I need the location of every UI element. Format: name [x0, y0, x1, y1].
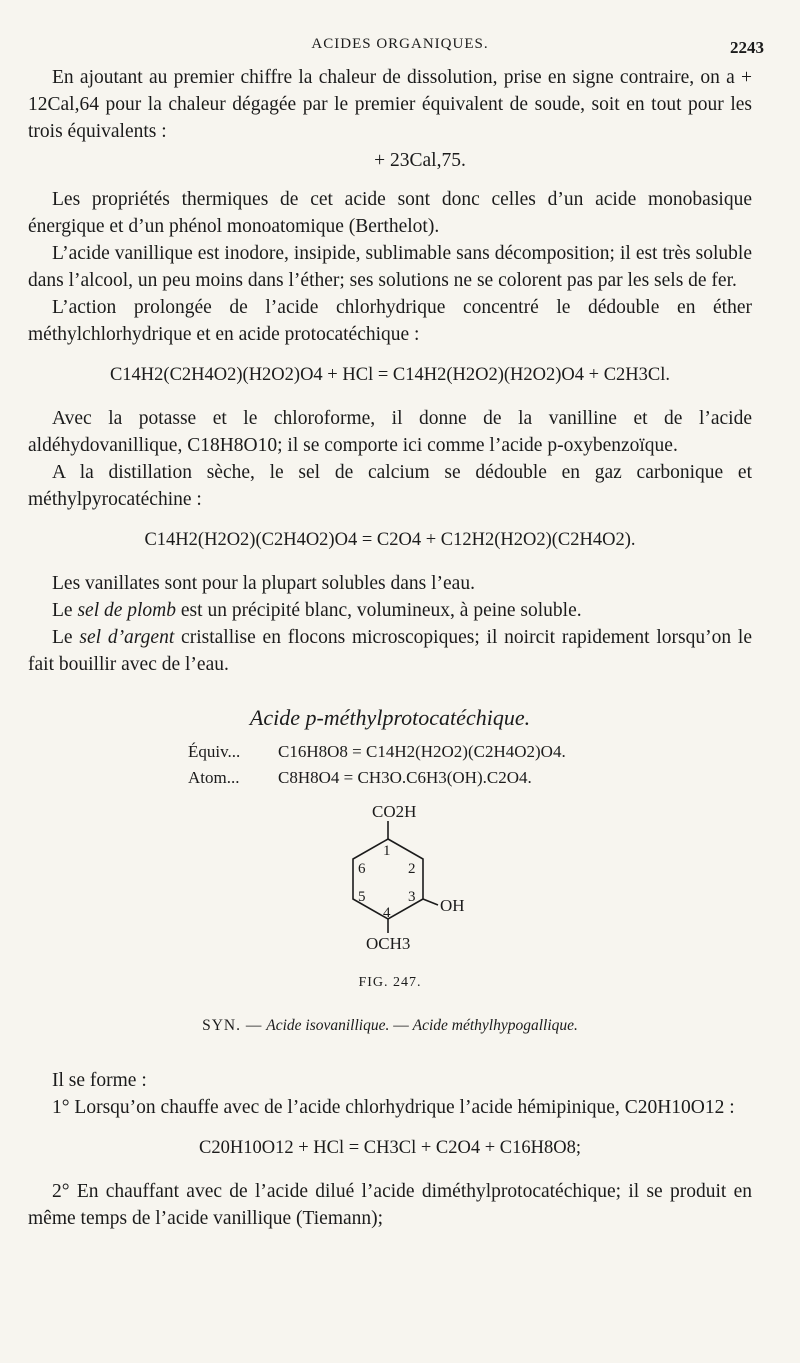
- formula-equation: C14H2(C2H4O2)(H2O2)O4 + HCl = C14H2(H2O2)(H2O2)O4 + C2H3Cl.: [109, 365, 671, 385]
- page-number: 2243: [730, 38, 764, 57]
- paragraph: Les vanillates sont pour la plupart solubles dans l’eau.: [52, 573, 475, 594]
- text: Le: [52, 600, 78, 621]
- position-label: 4: [383, 905, 391, 921]
- structure-figure: [28, 797, 752, 967]
- atom-label: Atom...: [188, 768, 240, 787]
- figure-caption: FIG. 247.: [358, 975, 422, 990]
- position-label: 5: [358, 889, 366, 905]
- position-label: 3: [408, 889, 416, 905]
- equiv-row: [188, 739, 752, 765]
- text: cristallise en flocons microscopiques; il noircit rapidement lorsqu’on le fait bouillir avec de l’eau.: [28, 627, 752, 675]
- bond-right: [423, 899, 438, 905]
- paragraph: L’acide vanillique est inodore, insipide, sublimable sans décomposition; il est très soluble dans l’alcool, un peu moins dans l’éther; ses solutions ne se colorent pas par les sels de fer.: [28, 243, 752, 291]
- paragraph: A la distillation sèche, le sel de calcium se dédouble en gaz carbonique et méthylpyrocatéchine :: [28, 462, 752, 510]
- synonyms: [28, 1012, 752, 1039]
- list-item: 1° Lorsqu’on chauffe avec de l’acide chlorhydrique l’acide hémipinique, C20H10O12 :: [52, 1097, 735, 1118]
- paragraph: Avec la potasse et le chloroforme, il donne de la vanilline et de l’acide aldéhydovanillique, C18H8O10; il se comporte ici comme l’acide p-oxybenzoïque.: [28, 408, 752, 456]
- paragraph: En ajoutant au premier chiffre la chaleur de dissolution, prise en signe contraire, on a + 12Cal,64 pour la chaleur dégagée par le premier équivalent de soude, soit en tout pour les trois équivalents :: [28, 67, 752, 142]
- header-title: ACIDES ORGANIQUES.: [311, 36, 489, 52]
- paragraph: [28, 624, 752, 678]
- synonym: Acide méthylhypogallique.: [412, 1017, 578, 1034]
- synonym: Acide isovanillique.: [266, 1017, 390, 1034]
- position-label: 2: [408, 861, 416, 877]
- formula-value: + 23Cal,75.: [374, 150, 466, 171]
- text: est un précipité blanc, volumineux, à peine soluble.: [176, 600, 582, 621]
- formula-equation: C20H10O12 + HCl = CH3Cl + C2O4 + C16H8O8;: [199, 1138, 581, 1158]
- list-item: 2° En chauffant avec de l’acide dilué l’acide diméthylprotocatéchique; il se produit en même temps de l’acide vanillique (Tiemann);: [28, 1181, 752, 1229]
- position-label: 1: [383, 843, 391, 859]
- italic-term: sel de plomb: [77, 600, 177, 621]
- syn-prefix: SYN. —: [202, 1017, 263, 1034]
- equiv-label: Équiv...: [188, 742, 241, 761]
- italic-term: sel d’argent: [79, 627, 175, 648]
- separator: —: [393, 1017, 409, 1034]
- formula-equation: C14H2(H2O2)(C2H4O2)O4 = C2O4 + C12H2(H2O2)(C2H4O2).: [144, 530, 636, 550]
- page-body: [28, 64, 752, 1232]
- text: Le: [52, 627, 80, 648]
- paragraph: L’action prolongée de l’acide chlorhydrique concentré le dédouble en éther méthylchlorhydrique et en acide protocatéchique :: [28, 297, 752, 345]
- equiv-formula: C16H8O8 = C14H2(H2O2)(C2H4O2)O4.: [278, 742, 566, 761]
- atom-row: [188, 765, 752, 791]
- paragraph: [28, 597, 752, 624]
- atom-formula: C8H8O4 = CH3O.C6H3(OH).C2O4.: [278, 768, 532, 787]
- top-group: CO2H: [372, 802, 417, 821]
- section-title: Acide p-méthylprotocatéchique.: [249, 705, 531, 730]
- running-header: [0, 34, 800, 58]
- paragraph: Les propriétés thermiques de cet acide sont donc celles d’un acide monobasique énergique et d’un phénol monoatomique (Berthelot).: [28, 189, 752, 237]
- right-group: OH: [440, 896, 465, 915]
- position-label: 6: [358, 861, 366, 877]
- bottom-group: OCH3: [366, 934, 411, 953]
- benzene-ring-diagram: [328, 797, 488, 967]
- paragraph: Il se forme :: [52, 1070, 147, 1091]
